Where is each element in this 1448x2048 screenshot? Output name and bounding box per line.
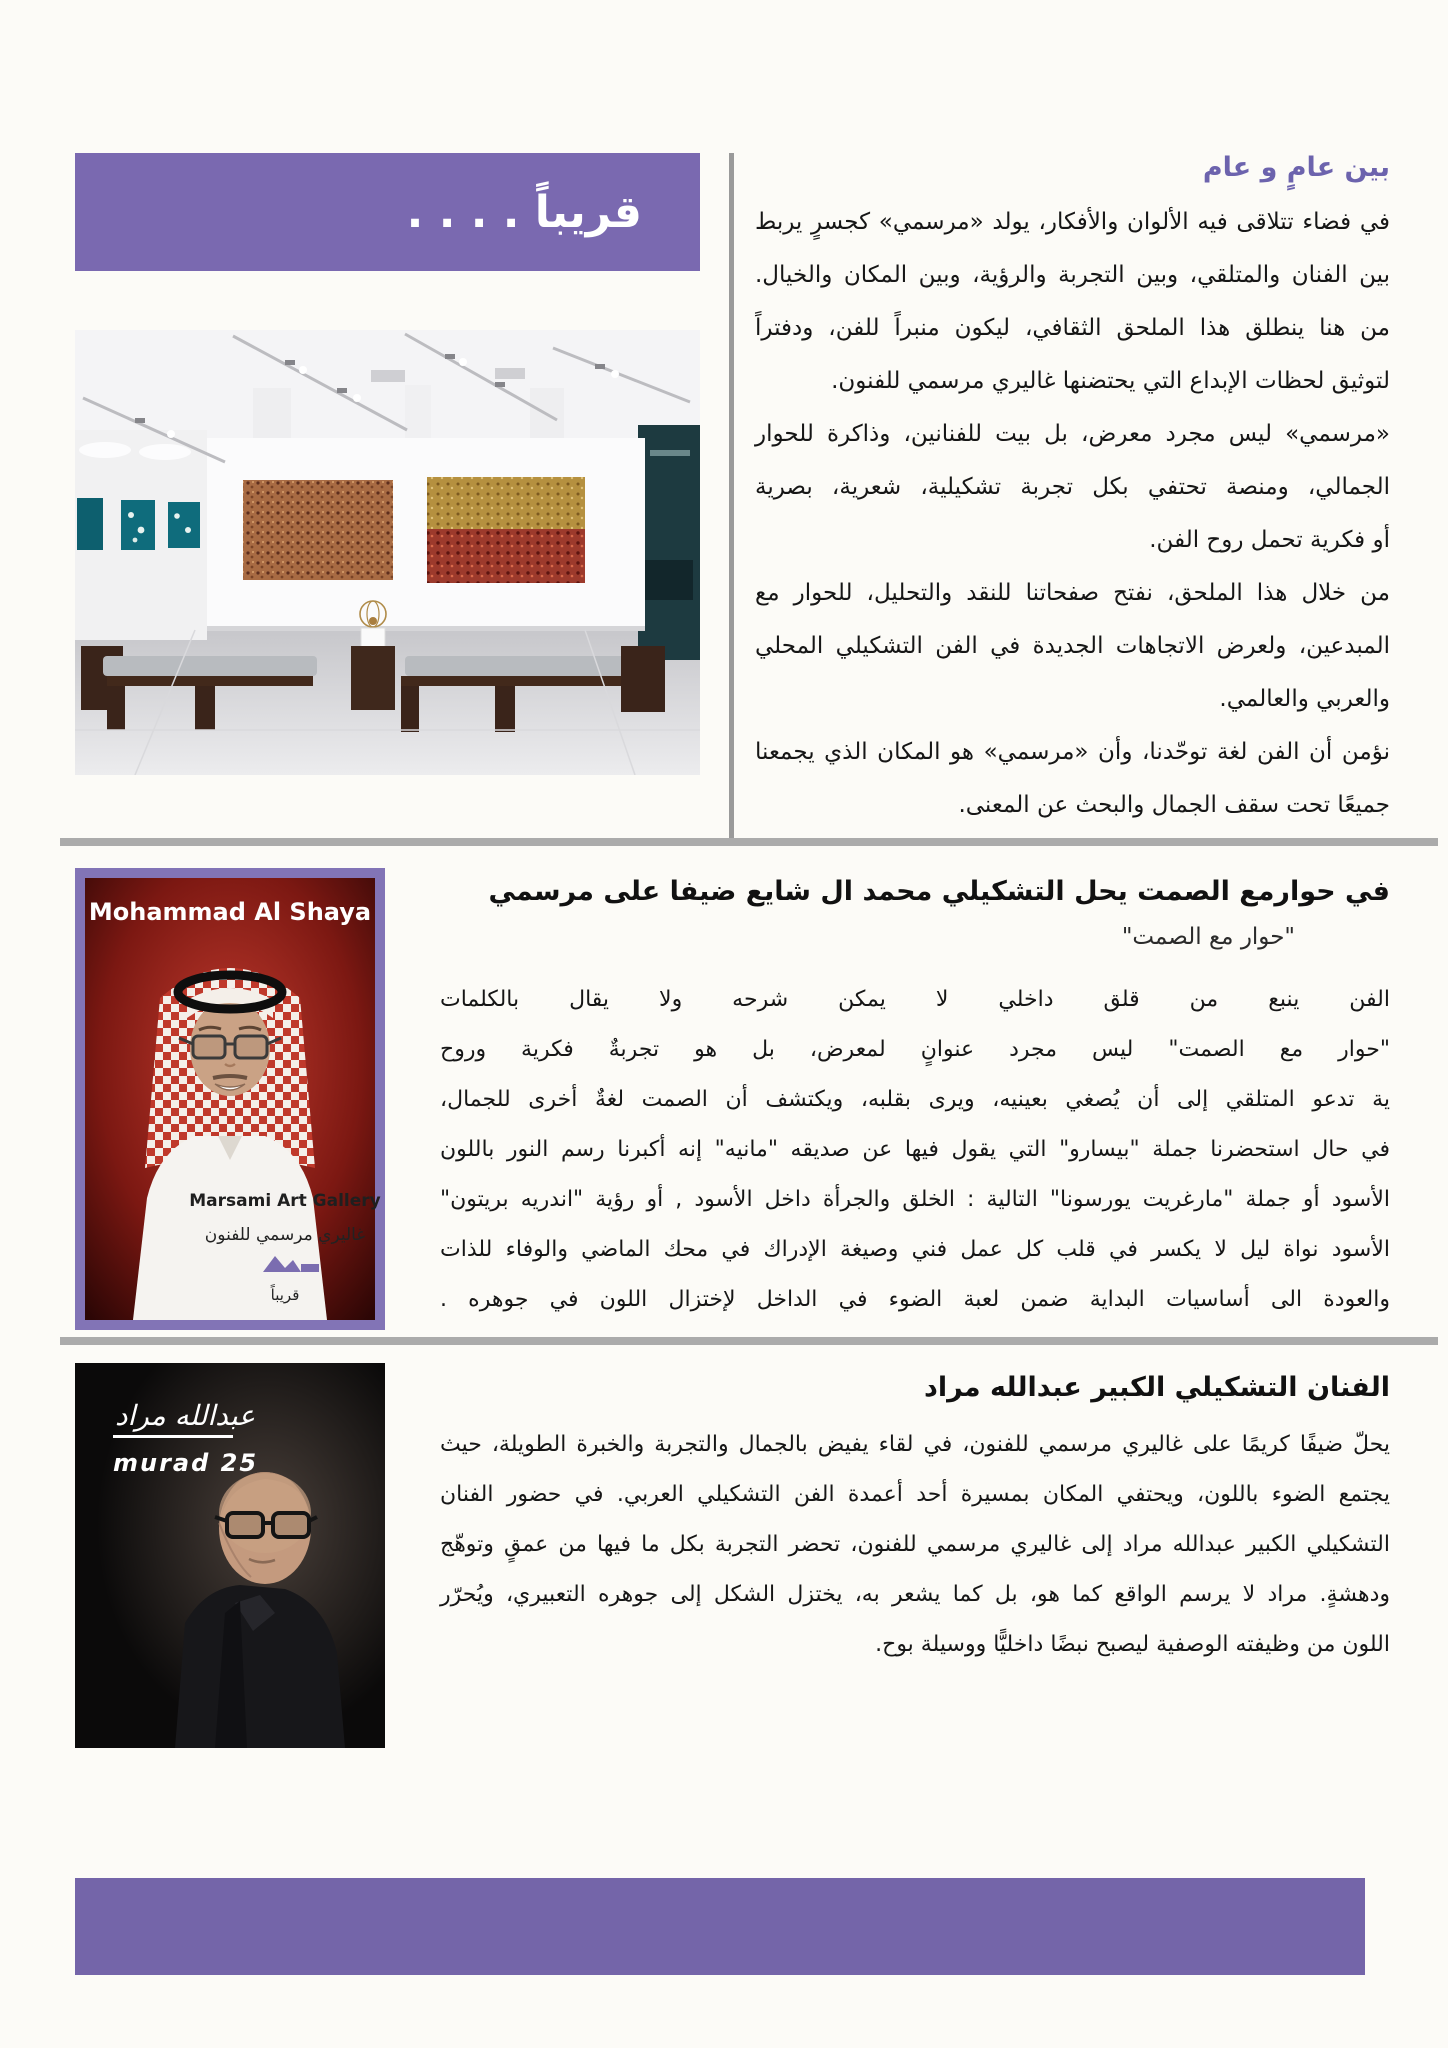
alshaya-heading: في حوارمع الصمت يحل التشكيلي محمد ال شايع ضيفا على مرسمي [488,876,1390,907]
section-divider-2 [60,1337,1438,1345]
text-line: جميعًا تحت سقف الجمال والبحث عن المعنى. [958,792,1390,818]
section-divider-1 [60,838,1438,846]
text-line: الأسود نواة ليل لا يكسر في قلب كل عمل فني وصيغة الإدراك في محك الماضي والوفاء للذات [440,1237,1390,1262]
signature-arabic: عبدالله مراد [115,1399,256,1432]
alshaya-section [440,872,1390,1325]
text-line: الجمالي، ومنصة تحتفي بكل تجربة تشكيلية، شعرية، بصرية [755,474,1390,500]
murad-body [440,1420,1390,1670]
poster-gallery-en: Marsami Art Gallery [189,1191,381,1211]
alshaya-body [440,975,1390,1325]
text-line: يجتمع الضوء باللون، ويحتفي المكان بمسيرة أحد أعمدة الفن التشكيلي العربي. في حضور الفنان [440,1482,1390,1507]
text-line: ية تدعو المتلقي إلى أن يُصغي بعينيه، ويرى بقلبه، ويكتشف أن الصمت لغةٌ أخرى للجمال، [440,1087,1390,1112]
text-line: نؤمن أن الفن لغة توحّدنا، وأن «مرسمي» هو المكان الذي يجمعنا [755,739,1390,765]
text-line: أو فكرية تحمل روح الفن. [1149,527,1390,553]
text-line: والعربي والعالمي. [1219,686,1390,712]
text-line: في حال استحضرنا جملة "بيسارو" التي يقول فيها عن صديقه "مانيه" إنه أكبرنا رسم النور باللون [440,1137,1390,1162]
text-line: بين الفنان والمتلقي، وبين التجربة والرؤية، وبين المكان والخيال. [755,262,1390,288]
text-line: الفن ينبع من قلق داخلي لا يمكن شرحه ولا يقال بالكلمات [440,987,1390,1012]
text-line: الأسود أو جملة "مارغريت يورسونا" التالية : الخلق والجرأة داخل الأسود , أو رؤية "اندريه بريتون" [440,1187,1390,1212]
text-line: يحلّ ضيفًا كريمًا على غاليري مرسمي للفنون، في لقاء يفيض بالجمال والتجربة والخبرة الطويلة، حيث [440,1432,1390,1457]
coming-soon-banner [75,153,700,271]
intro-paragraphs [755,196,1390,832]
text-line: اللون من وظيفته الوصفية ليصبح نبضًا داخليًّا ووسيلة بوح. [875,1632,1390,1657]
alshaya-subtitle: "حوار مع الصمت" [1121,924,1295,950]
text-line: في فضاء تتلاقى فيه الألوان والأفكار، يولد «مرسمي» كجسرٍ يربط [755,209,1390,235]
poster-gallery-ar: غاليري مرسمي للفنون [204,1225,366,1245]
gallery-interior-photo [75,330,700,775]
coming-soon-text: قريباً . . . . [406,186,642,238]
text-line: ودهشةٍ. مراد لا يرسم الواقع كما هو، بل كما يشعر به، يختزل الشكل إلى جوهره التعبيري، ويُحرّر [440,1582,1390,1607]
poster-name-text: Mohammad Al Shaya [88,898,372,926]
text-line: من خلال هذا الملحق، نفتح صفحاتنا للنقد والتحليل، للحوار مع [755,580,1390,606]
intro-title: بين عامٍ و عام [1202,152,1390,183]
murad-heading: الفنان التشكيلي الكبير عبدالله مراد [924,1372,1390,1403]
footer-band [75,1878,1365,1975]
text-line: المبدعين، ولعرض الاتجاهات الجديدة في الفن التشكيلي المحلي [755,633,1390,659]
alshaya-portrait-illustration [75,868,385,1330]
text-line: والعودة الى أساسيات البداية ضمن لعبة الضوء في الداخل لإختزال اللون في جوهره . [440,1287,1390,1312]
intro-section [755,148,1390,832]
text-line: «مرسمي» ليس مجرد معرض، بل بيت للفنانين، وذاكرة للحوار [755,421,1390,447]
text-line: "حوار مع الصمت" ليس مجرد عنوانٍ لمعرض، بل هو تجربةٌ فكرية وروح [440,1037,1390,1062]
alshaya-poster [75,868,385,1330]
signature-latin: murad 25 [113,1449,259,1477]
text-line: لتوثيق لحظات الإبداع التي يحتضنها غاليري مرسمي للفنون. [831,368,1390,394]
vertical-divider [729,153,734,838]
poster-soon-text: قريباً [270,1286,300,1304]
murad-photo [75,1363,385,1748]
murad-portrait-illustration [75,1363,385,1748]
murad-section [440,1368,1390,1670]
text-line: من هنا ينطلق هذا الملحق الثقافي، ليكون منبراً للفن، ودفتراً [755,315,1390,341]
text-line: التشكيلي الكبير عبدالله مراد إلى غاليري مرسمي للفنون، تحضر التجربة بكل ما فيها من عمقٍ وتوهّج [440,1532,1390,1557]
gallery-photo-illustration [75,330,700,775]
